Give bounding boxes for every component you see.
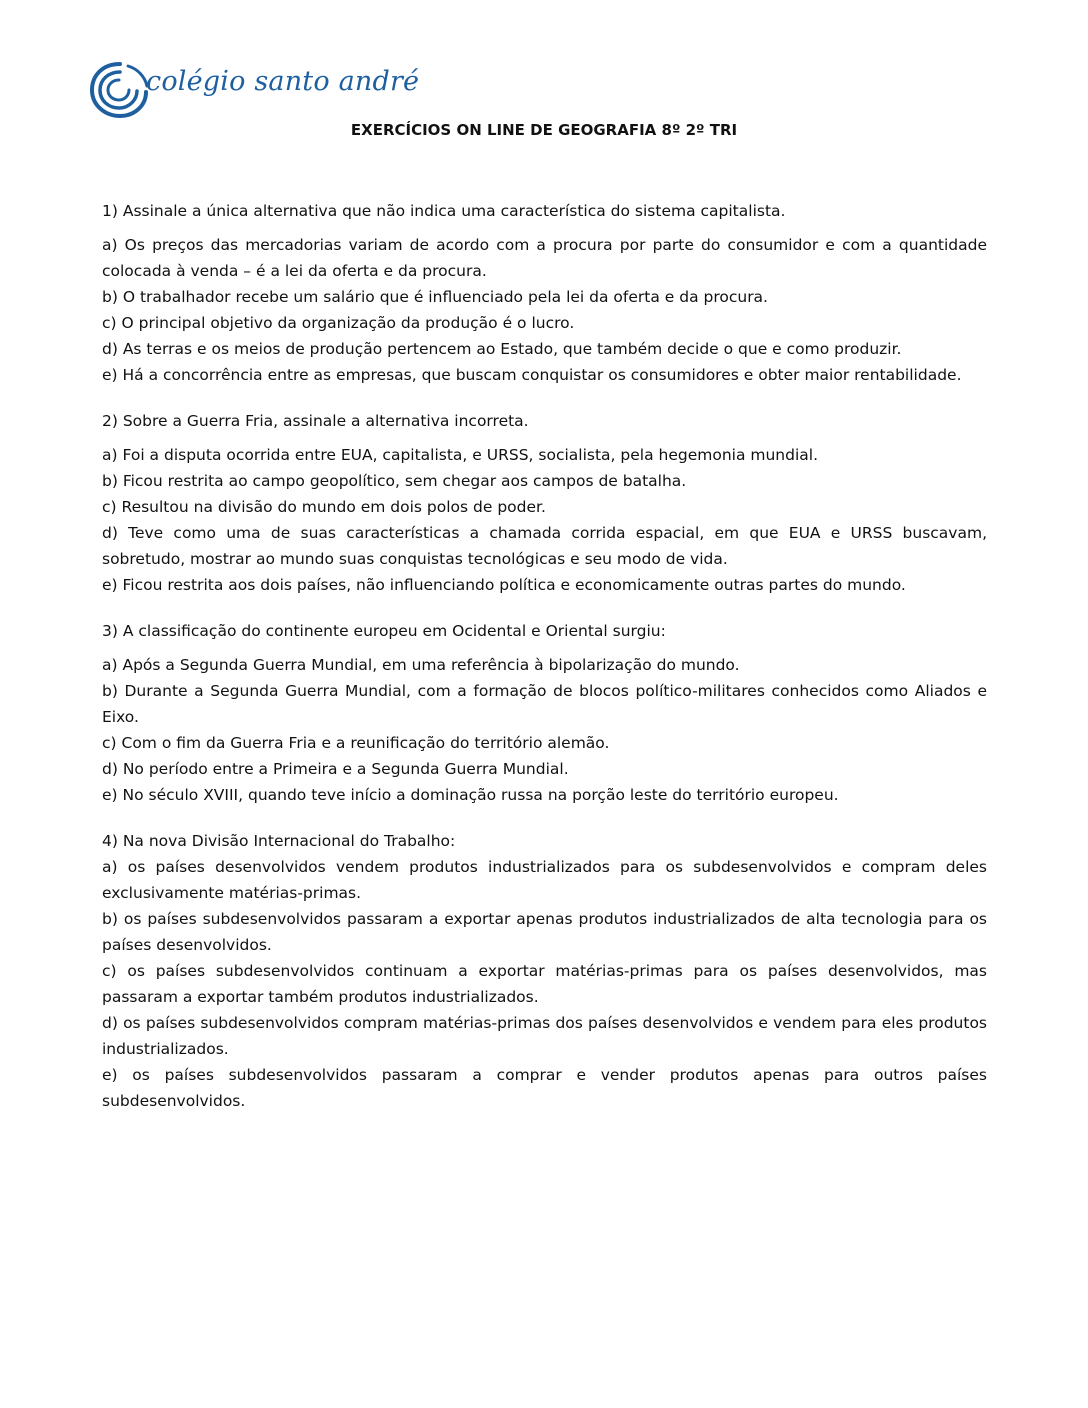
option-e: e) Há a concorrência entre as empresas, que buscam conquistar os consumidores e obter maior rentabilidade.	[102, 366, 962, 384]
swirl-logo-icon	[88, 60, 152, 120]
option-b: b) O trabalhador recebe um salário que é influenciado pela lei da oferta e da procura.	[102, 288, 768, 306]
question-text: 4) Na nova Divisão Internacional do Trabalho:	[102, 832, 456, 850]
option-b: b) os países subdesenvolvidos passaram a exportar apenas produtos industrializados de alta tecnologia para os países desenvolvidos.	[102, 910, 987, 954]
option-b: b) Ficou restrita ao campo geopolítico, sem chegar aos campos de batalha.	[102, 472, 687, 490]
document-title: EXERCÍCIOS ON LINE DE GEOGRAFIA 8º 2º TRI	[350, 121, 738, 139]
option-c: c) Com o fim da Guerra Fria e a reunificação do território alemão.	[102, 734, 610, 752]
option-d: d) No período entre a Primeira e a Segunda Guerra Mundial.	[102, 760, 569, 778]
option-a: a) Os preços das mercadorias variam de acordo com a procura por parte do consumidor e com a quantidade colocada à venda – é a lei da oferta e da procura.	[102, 236, 987, 280]
exercise-list	[102, 198, 987, 1134]
question-4	[102, 828, 987, 1114]
school-logo	[88, 56, 420, 122]
option-c: c) os países subdesenvolvidos continuam a exportar matérias-primas para os países desenvolvidos, mas passaram a exportar também produtos industrializados.	[102, 962, 987, 1006]
option-d: d) os países subdesenvolvidos compram matérias-primas dos países desenvolvidos e vendem para eles produtos industrializados.	[102, 1014, 987, 1058]
question-text: 3) A classificação do continente europeu em Ocidental e Oriental surgiu:	[102, 622, 666, 640]
option-a: a) Foi a disputa ocorrida entre EUA, capitalista, e URSS, socialista, pela hegemonia mundial.	[102, 446, 818, 464]
option-a: a) os países desenvolvidos vendem produtos industrializados para os subdesenvolvidos e compram deles exclusivamente matérias-primas.	[102, 858, 987, 902]
option-b: b) Durante a Segunda Guerra Mundial, com a formação de blocos político-militares conhecidos como Aliados e Eixo.	[102, 682, 987, 726]
option-c: c) Resultou na divisão do mundo em dois polos de poder.	[102, 498, 546, 516]
option-d: d) As terras e os meios de produção pertencem ao Estado, que também decide o que e como produzir.	[102, 340, 902, 358]
question-1	[102, 198, 987, 388]
option-e: e) Ficou restrita aos dois países, não influenciando política e economicamente outras partes do mundo.	[102, 576, 906, 594]
option-a: a) Após a Segunda Guerra Mundial, em uma referência à bipolarização do mundo.	[102, 656, 740, 674]
question-text: 2) Sobre a Guerra Fria, assinale a alternativa incorreta.	[102, 412, 529, 430]
question-text: 1) Assinale a única alternativa que não indica uma característica do sistema capitalista.	[102, 202, 786, 220]
question-3	[102, 618, 987, 808]
option-e: e) os países subdesenvolvidos passaram a comprar e vender produtos apenas para outros países subdesenvolvidos.	[102, 1066, 987, 1110]
option-d: d) Teve como uma de suas características a chamada corrida espacial, em que EUA e URSS buscavam, sobretudo, mostrar ao mundo suas conquistas tecnológicas e seu modo de vida.	[102, 524, 987, 568]
option-c: c) O principal objetivo da organização da produção é o lucro.	[102, 314, 575, 332]
option-e: e) No século XVIII, quando teve início a dominação russa na porção leste do território europeu.	[102, 786, 839, 804]
school-name-logo-text: colégio santo andré	[146, 66, 420, 97]
question-2	[102, 408, 987, 598]
